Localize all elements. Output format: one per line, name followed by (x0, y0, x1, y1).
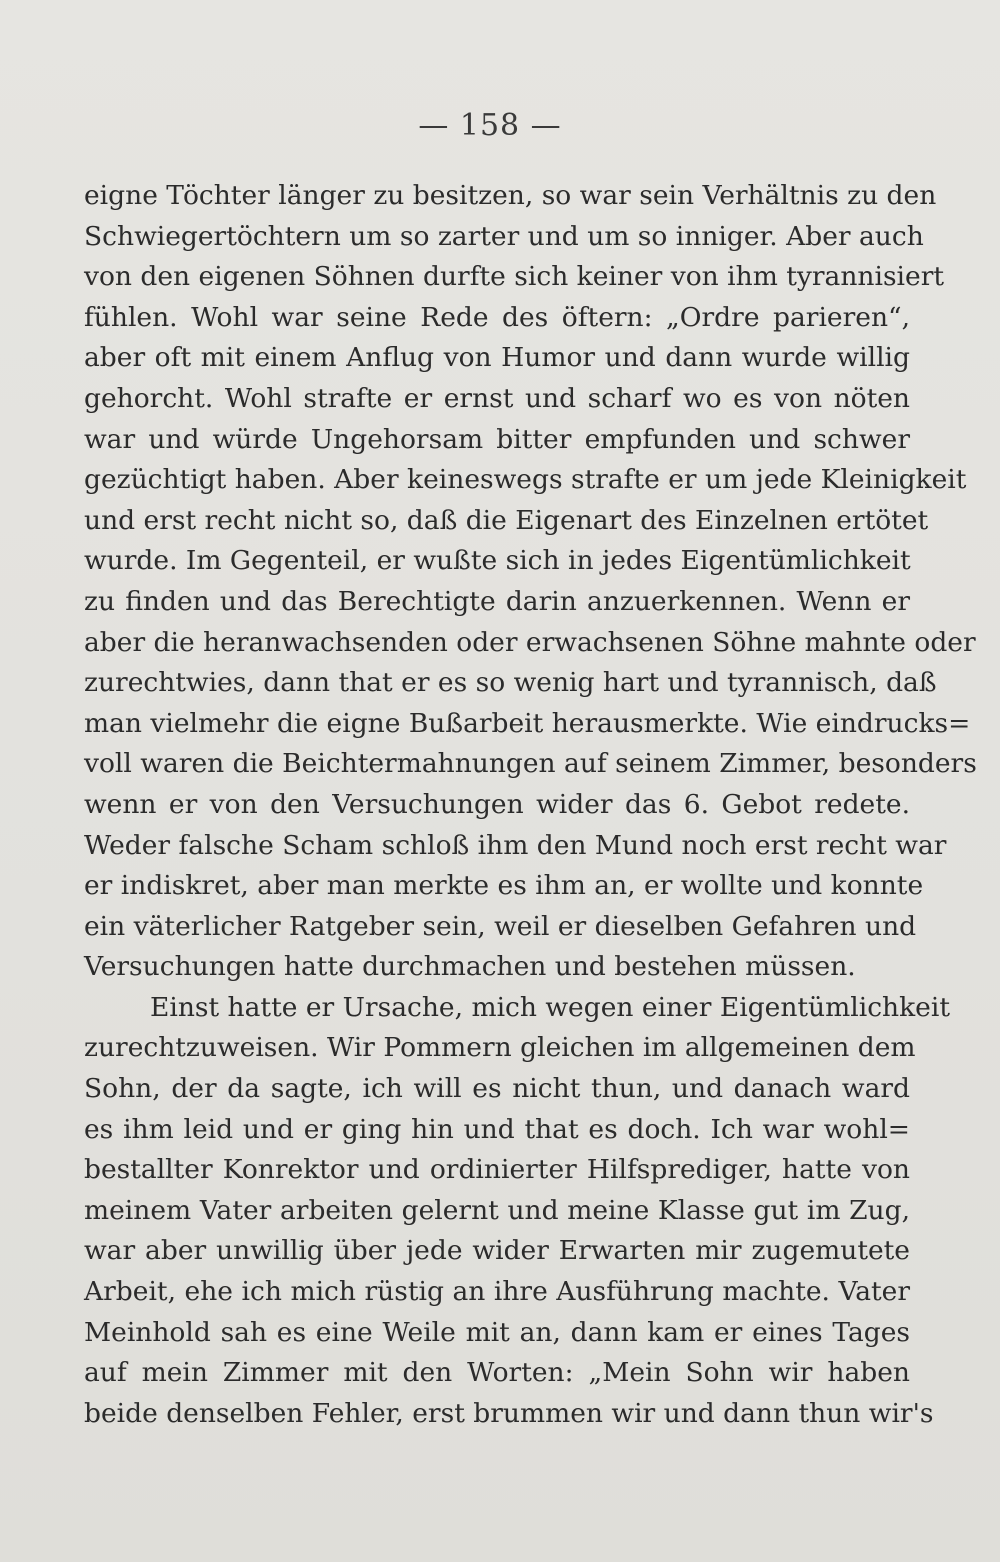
text-line: man vielmehr die eigne Bußarbeit herausmerkte. Wie eindrucks= (84, 707, 971, 739)
text-line: zurechtwies, dann that er es so wenig hart und tyrannisch, daß (84, 667, 937, 699)
paragraph-start-line: Einst hatte er Ursache, mich wegen einer Eigentümlichkeit (150, 991, 950, 1023)
text-line: Sohn, der da sagte, ich will es nicht thun, und danach ward (84, 1073, 910, 1105)
text-line: gehorcht. Wohl strafte er ernst und scharf wo es von nöten (84, 382, 910, 414)
text-line: aber die heranwachsenden oder erwachsenen Söhne mahnte oder (84, 626, 976, 658)
text-line: beide denselben Fehler, erst brummen wir und dann thun wir's (84, 1397, 934, 1429)
text-line: auf mein Zimmer mit den Worten: „Mein Sohn wir haben (84, 1357, 910, 1389)
text-line: und erst recht nicht so, daß die Eigenart des Einzelnen ertötet (84, 504, 929, 536)
text-line: er indiskret, aber man merkte es ihm an, er wollte und konnte (84, 870, 924, 902)
text-line: voll waren die Beichtermahnungen auf seinem Zimmer, besonders (84, 748, 977, 780)
text-line: von den eigenen Söhnen durfte sich keiner von ihm tyrannisiert (84, 261, 945, 293)
text-line: zurechtzuweisen. Wir Pommern gleichen im allgemeinen dem (84, 1032, 916, 1064)
text-line: Meinhold sah es eine Weile mit an, dann kam er eines Tages (84, 1316, 910, 1348)
text-line: meinem Vater arbeiten gelernt und meine Klasse gut im Zug, (84, 1194, 910, 1226)
text-line: aber oft mit einem Anflug von Humor und dann wurde willig (84, 342, 910, 374)
page-number: — 158 — (418, 108, 562, 143)
text-line: zu finden und das Berechtigte darin anzuerkennen. Wenn er (84, 585, 910, 617)
text-line: wenn er von den Versuchungen wider das 6. Gebot redete. (84, 788, 910, 820)
text-line: ein väterlicher Ratgeber sein, weil er dieselben Gefahren und (84, 910, 917, 942)
text-line: eigne Töchter länger zu besitzen, so war sein Verhältnis zu den (84, 180, 937, 211)
text-line: war und würde Ungehorsam bitter empfunden und schwer (84, 423, 910, 455)
text-line: Schwiegertöchtern um so zarter und um so inniger. Aber auch (84, 220, 924, 252)
text-line: Arbeit, ehe ich mich rüstig an ihre Ausführung machte. Vater (84, 1276, 910, 1308)
text-line: war aber unwillig über jede wider Erwarten mir zugemutete (84, 1235, 910, 1267)
text-line: fühlen. Wohl war seine Rede des öftern: „Ordre parieren“, (84, 301, 910, 333)
text-line: es ihm leid und er ging hin und that es doch. Ich war wohl= (84, 1113, 910, 1145)
text-line: Weder falsche Scham schloß ihm den Mund noch erst recht war (84, 829, 947, 861)
text-line: bestallter Konrektor und ordinierter Hilfsprediger, hatte von (84, 1154, 910, 1186)
text-line: wurde. Im Gegenteil, er wußte sich in jedes Eigentümlichkeit (84, 545, 911, 577)
text-line: gezüchtigt haben. Aber keineswegs strafte er um jede Kleinigkeit (84, 464, 967, 496)
body-text (84, 176, 977, 1434)
paragraph-end-line: Versuchungen hatte durchmachen und bestehen müssen. (84, 951, 856, 983)
